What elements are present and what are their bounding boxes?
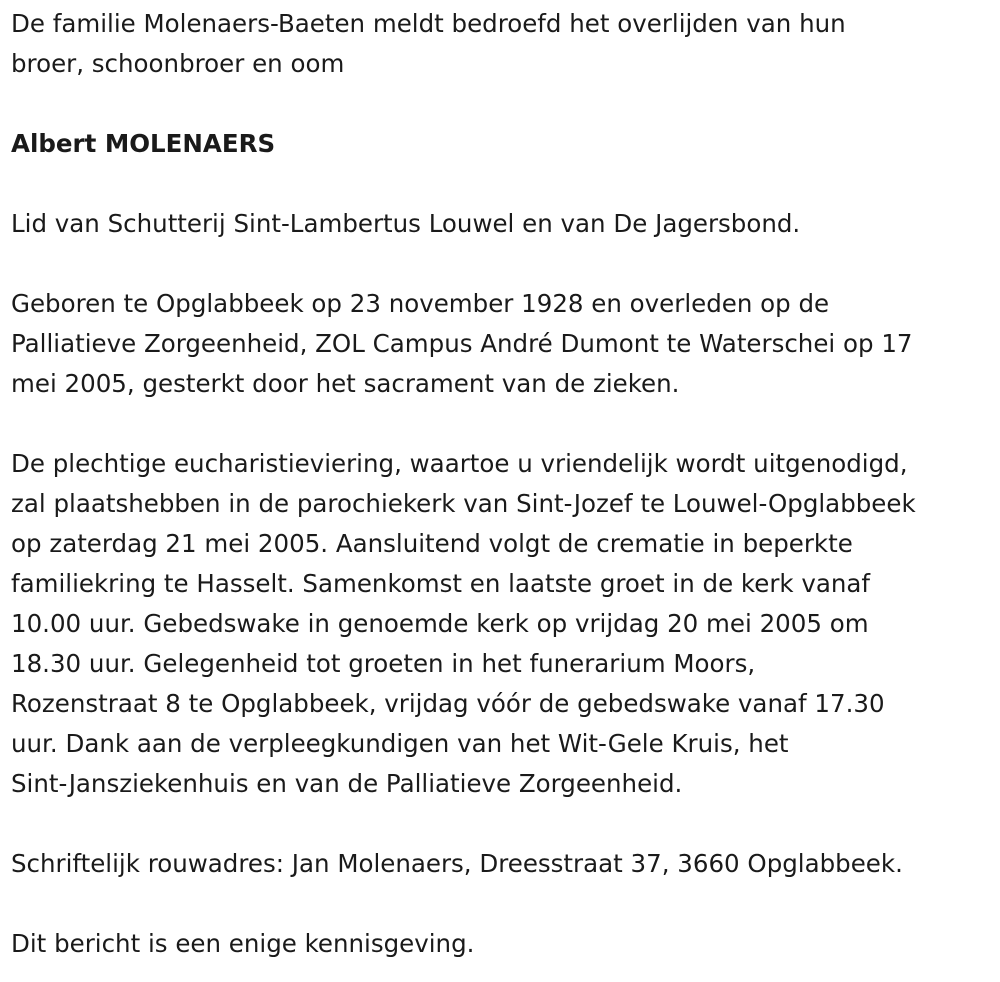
deceased-name-paragraph xyxy=(11,124,989,164)
ceremony-line: De plechtige eucharistieviering, waartoe u vriendelijk wordt uitgenodigd, xyxy=(11,449,908,478)
birth-death-line: mei 2005, gesterkt door het sacrament van de zieken. xyxy=(11,369,680,398)
intro-line: broer, schoonbroer en oom xyxy=(11,49,345,78)
membership-text: Lid van Schutterij Sint-Lambertus Louwel en van De Jagersbond. xyxy=(11,209,801,238)
birth-death-line: Geboren te Opglabbeek op 23 november 1928 en overleden op de xyxy=(11,289,830,318)
intro-paragraph xyxy=(11,4,989,84)
ceremony-line: 10.00 uur. Gebedswake in genoemde kerk op vrijdag 20 mei 2005 om xyxy=(11,609,869,638)
birth-death-paragraph xyxy=(11,284,989,404)
address-paragraph xyxy=(11,844,989,884)
ceremony-line: Rozenstraat 8 te Opglabbeek, vrijdag vóór de gebedswake vanaf 17.30 xyxy=(11,689,885,718)
closing-text: Dit bericht is een enige kennisgeving. xyxy=(11,929,475,958)
membership-paragraph xyxy=(11,204,989,244)
ceremony-line: Sint-Jansziekenhuis en van de Palliatieve Zorgeenheid. xyxy=(11,769,683,798)
ceremony-line: op zaterdag 21 mei 2005. Aansluitend volgt de crematie in beperkte xyxy=(11,529,853,558)
closing-paragraph xyxy=(11,924,989,964)
ceremony-line: uur. Dank aan de verpleegkundigen van het Wit-Gele Kruis, het xyxy=(11,729,789,758)
deceased-name: Albert MOLENAERS xyxy=(11,129,276,158)
death-notice xyxy=(11,4,989,964)
intro-line: De familie Molenaers-Baeten meldt bedroefd het overlijden van hun xyxy=(11,9,846,38)
birth-death-line: Palliatieve Zorgeenheid, ZOL Campus André Dumont te Waterschei op 17 xyxy=(11,329,913,358)
ceremony-line: familiekring te Hasselt. Samenkomst en laatste groet in de kerk vanaf xyxy=(11,569,871,598)
ceremony-line: 18.30 uur. Gelegenheid tot groeten in het funerarium Moors, xyxy=(11,649,756,678)
ceremony-line: zal plaatshebben in de parochiekerk van Sint-Jozef te Louwel-Opglabbeek xyxy=(11,489,916,518)
ceremony-paragraph xyxy=(11,444,989,804)
mourning-address: Schriftelijk rouwadres: Jan Molenaers, Dreesstraat 37, 3660 Opglabbeek. xyxy=(11,849,903,878)
